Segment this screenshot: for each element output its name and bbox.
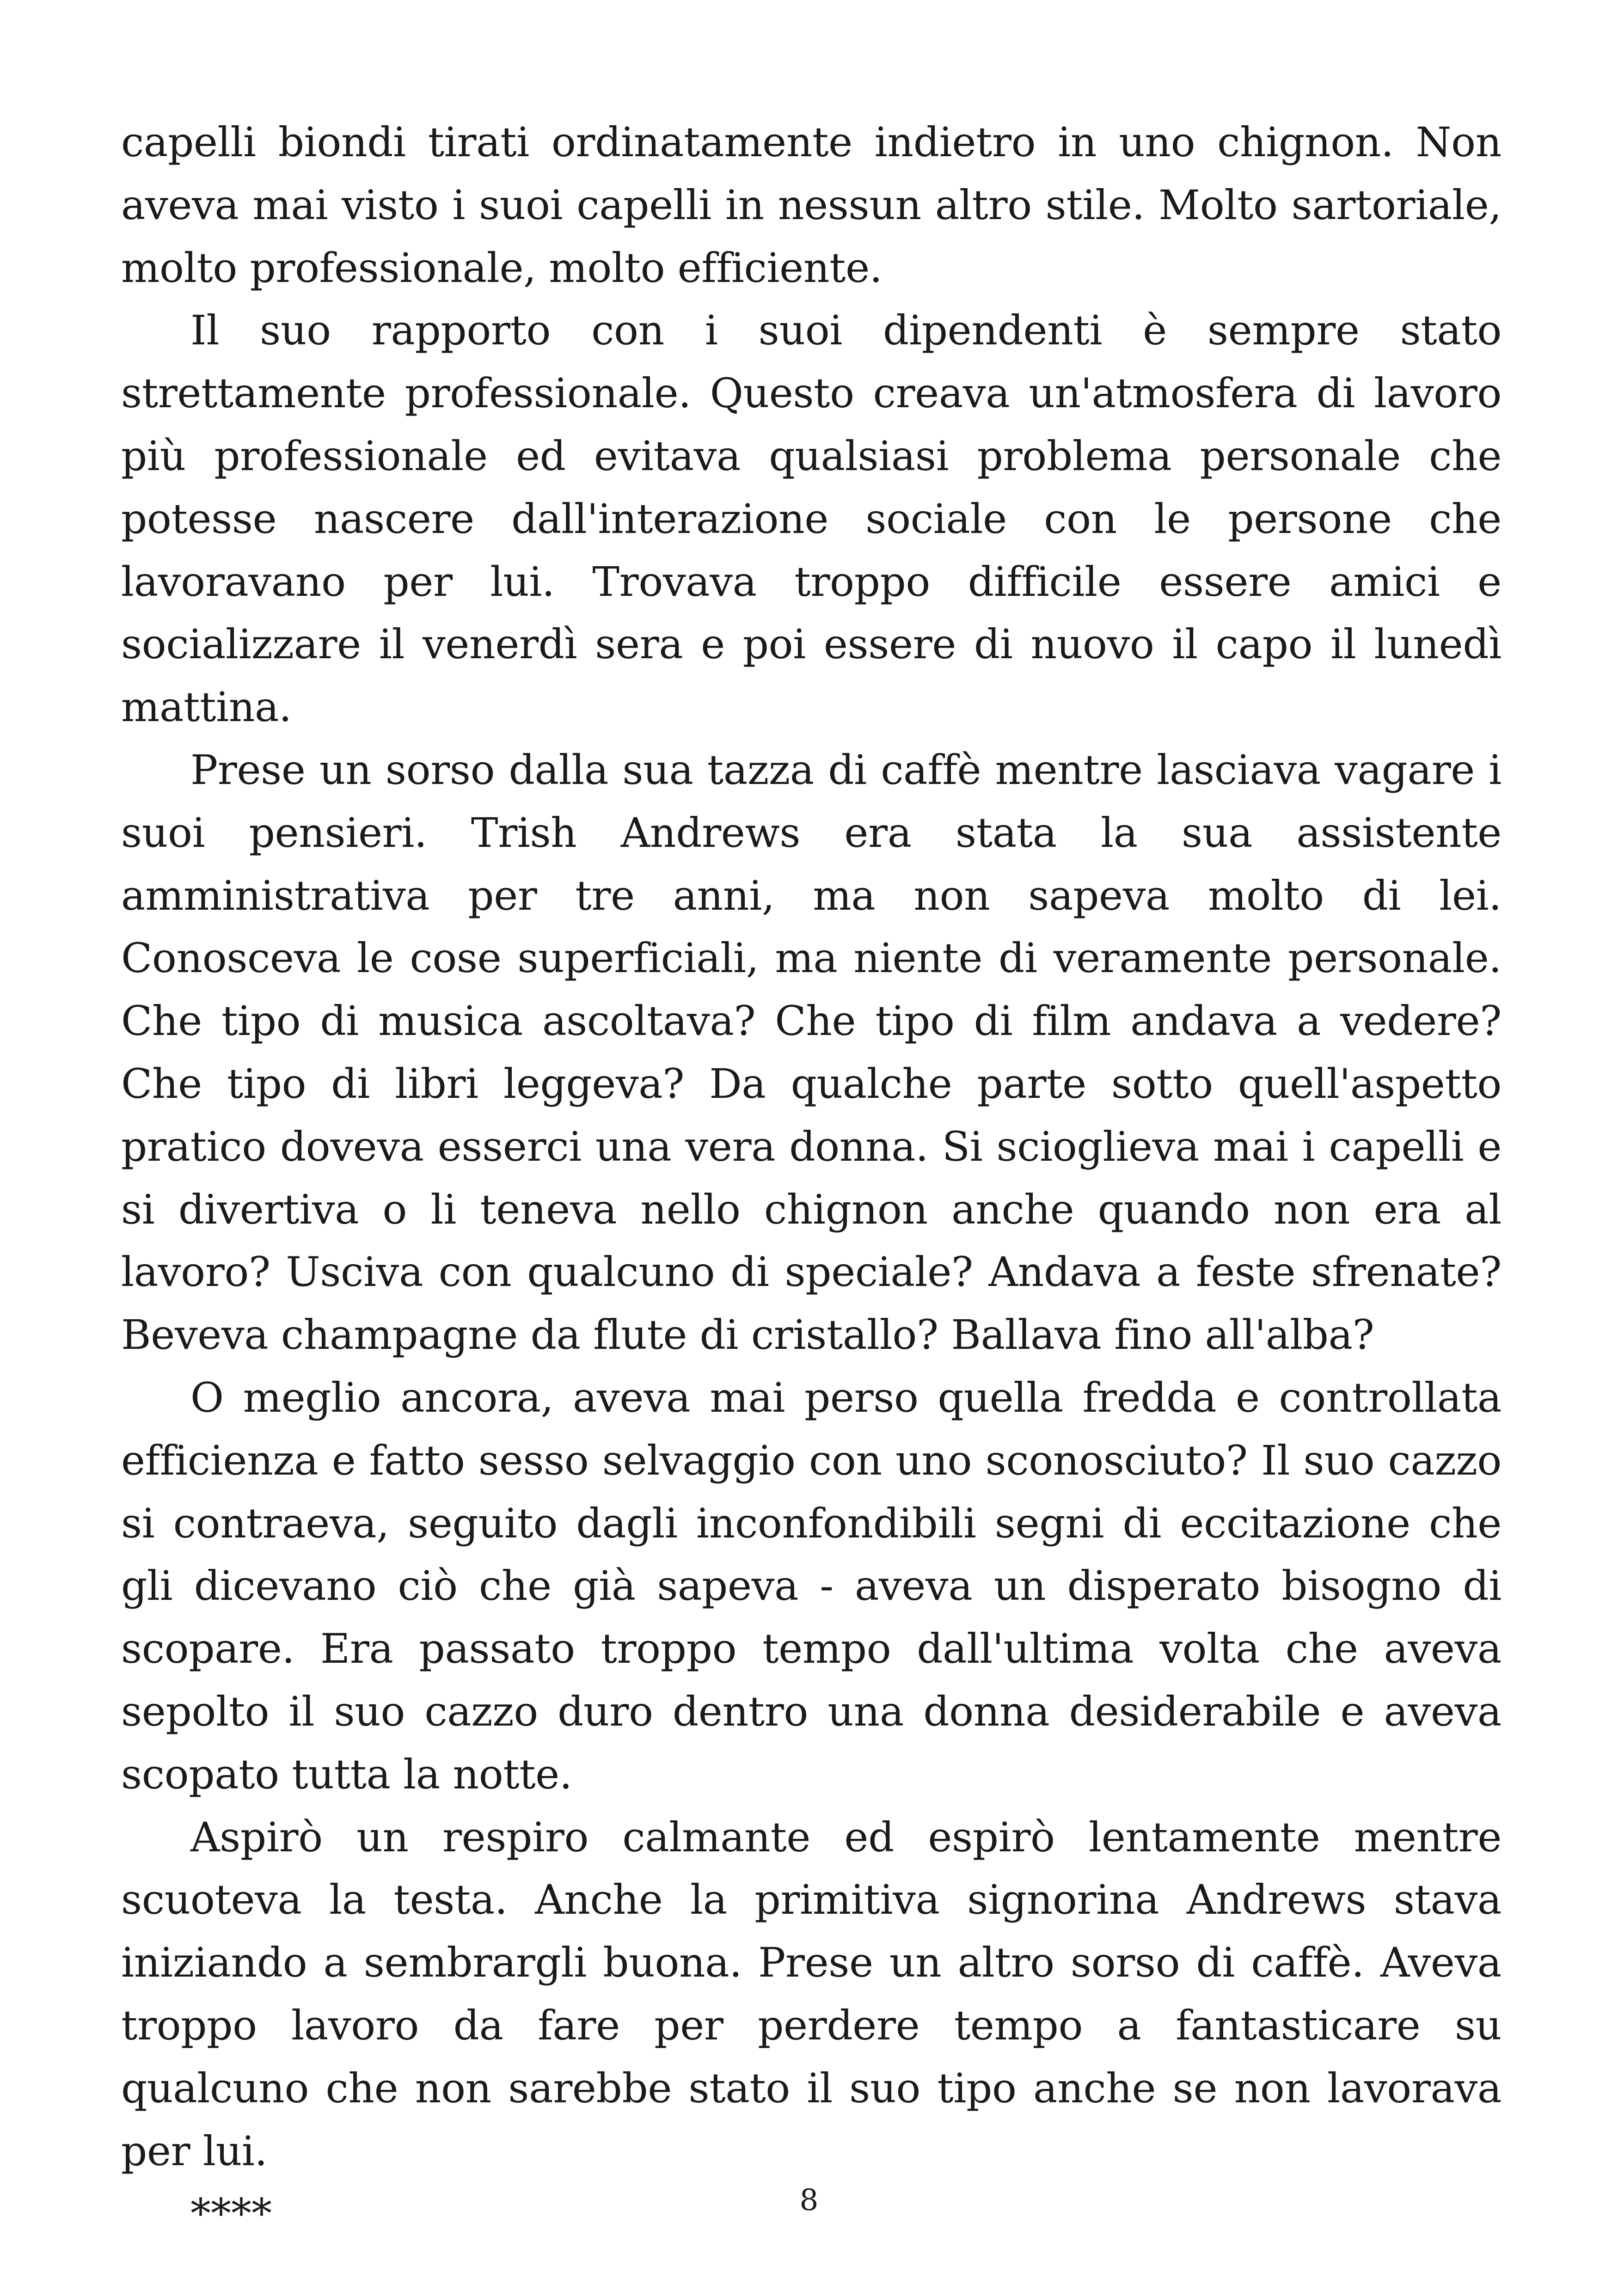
paragraph-4: O meglio ancora, aveva mai perso quella fredda e controllata efficienza e fatto sesso selvaggio con uno sconosciuto? Il suo cazzo si contraeva, seguito dagli inconfondibili segni di eccitazione che gli dicevano ciò che già sapeva - aveva un disperato bisogno di scopare. Era passato troppo tempo dall'ultima volta che aveva sepolto il suo cazzo duro dentro una donna desiderabile e aveva scopato tutta la notte. [121,1373,1502,1798]
paragraph-5: Aspirò un respiro calmante ed espirò lentamente mentre scuoteva la testa. Anche la primitiva signorina Andrews stava iniziando a sembrargli buona. Prese un altro sorso di caffè. Aveva troppo lavoro da fare per perdere tempo a fantasticare su qualcuno che non sarebbe stato il suo tipo anche se non lavorava per lui. [121,1813,1502,2175]
body-text [121,111,1502,2245]
scene-break: **** [190,2190,272,2238]
paragraph-3: Prese un sorso dalla sua tazza di caffè mentre lasciava vagare i suoi pensieri. Trish Andrews era stata la sua assistente amministrativa per tre anni, ma non sapeva molto di lei. Conosceva le cose superficiali, ma niente di veramente personale. Che tipo di musica ascoltava? Che tipo di film andava a vedere? Che tipo di libri leggeva? Da qualche parte sotto quell'aspetto pratico doveva esserci una vera donna. Si scioglieva mai i capelli e si divertiva o li teneva nello chignon anche quando non era al lavoro? Usciva con qualcuno di speciale? Andava a feste sfrenate? Beveva champagne da flute di cristallo? Ballava fino all'alba? [121,746,1502,1359]
page-number: 8 [799,2183,819,2217]
paragraph-2: Il suo rapporto con i suoi dipendenti è sempre stato strettamente professionale. Questo creava un'atmosfera di lavoro più professionale ed evitava qualsiasi problema personale che potesse nascere dall'interazione sociale con le persone che lavoravano per lui. Trovava troppo difficile essere amici e socializzare il venerdì sera e poi essere di nuovo il capo il lunedì mattina. [121,306,1502,731]
paragraph-1: capelli biondi tirati ordinatamente indietro in uno chignon. Non aveva mai visto i suoi capelli in nessun altro stile. Molto sartoriale, molto professionale, molto efficiente. [121,118,1502,292]
